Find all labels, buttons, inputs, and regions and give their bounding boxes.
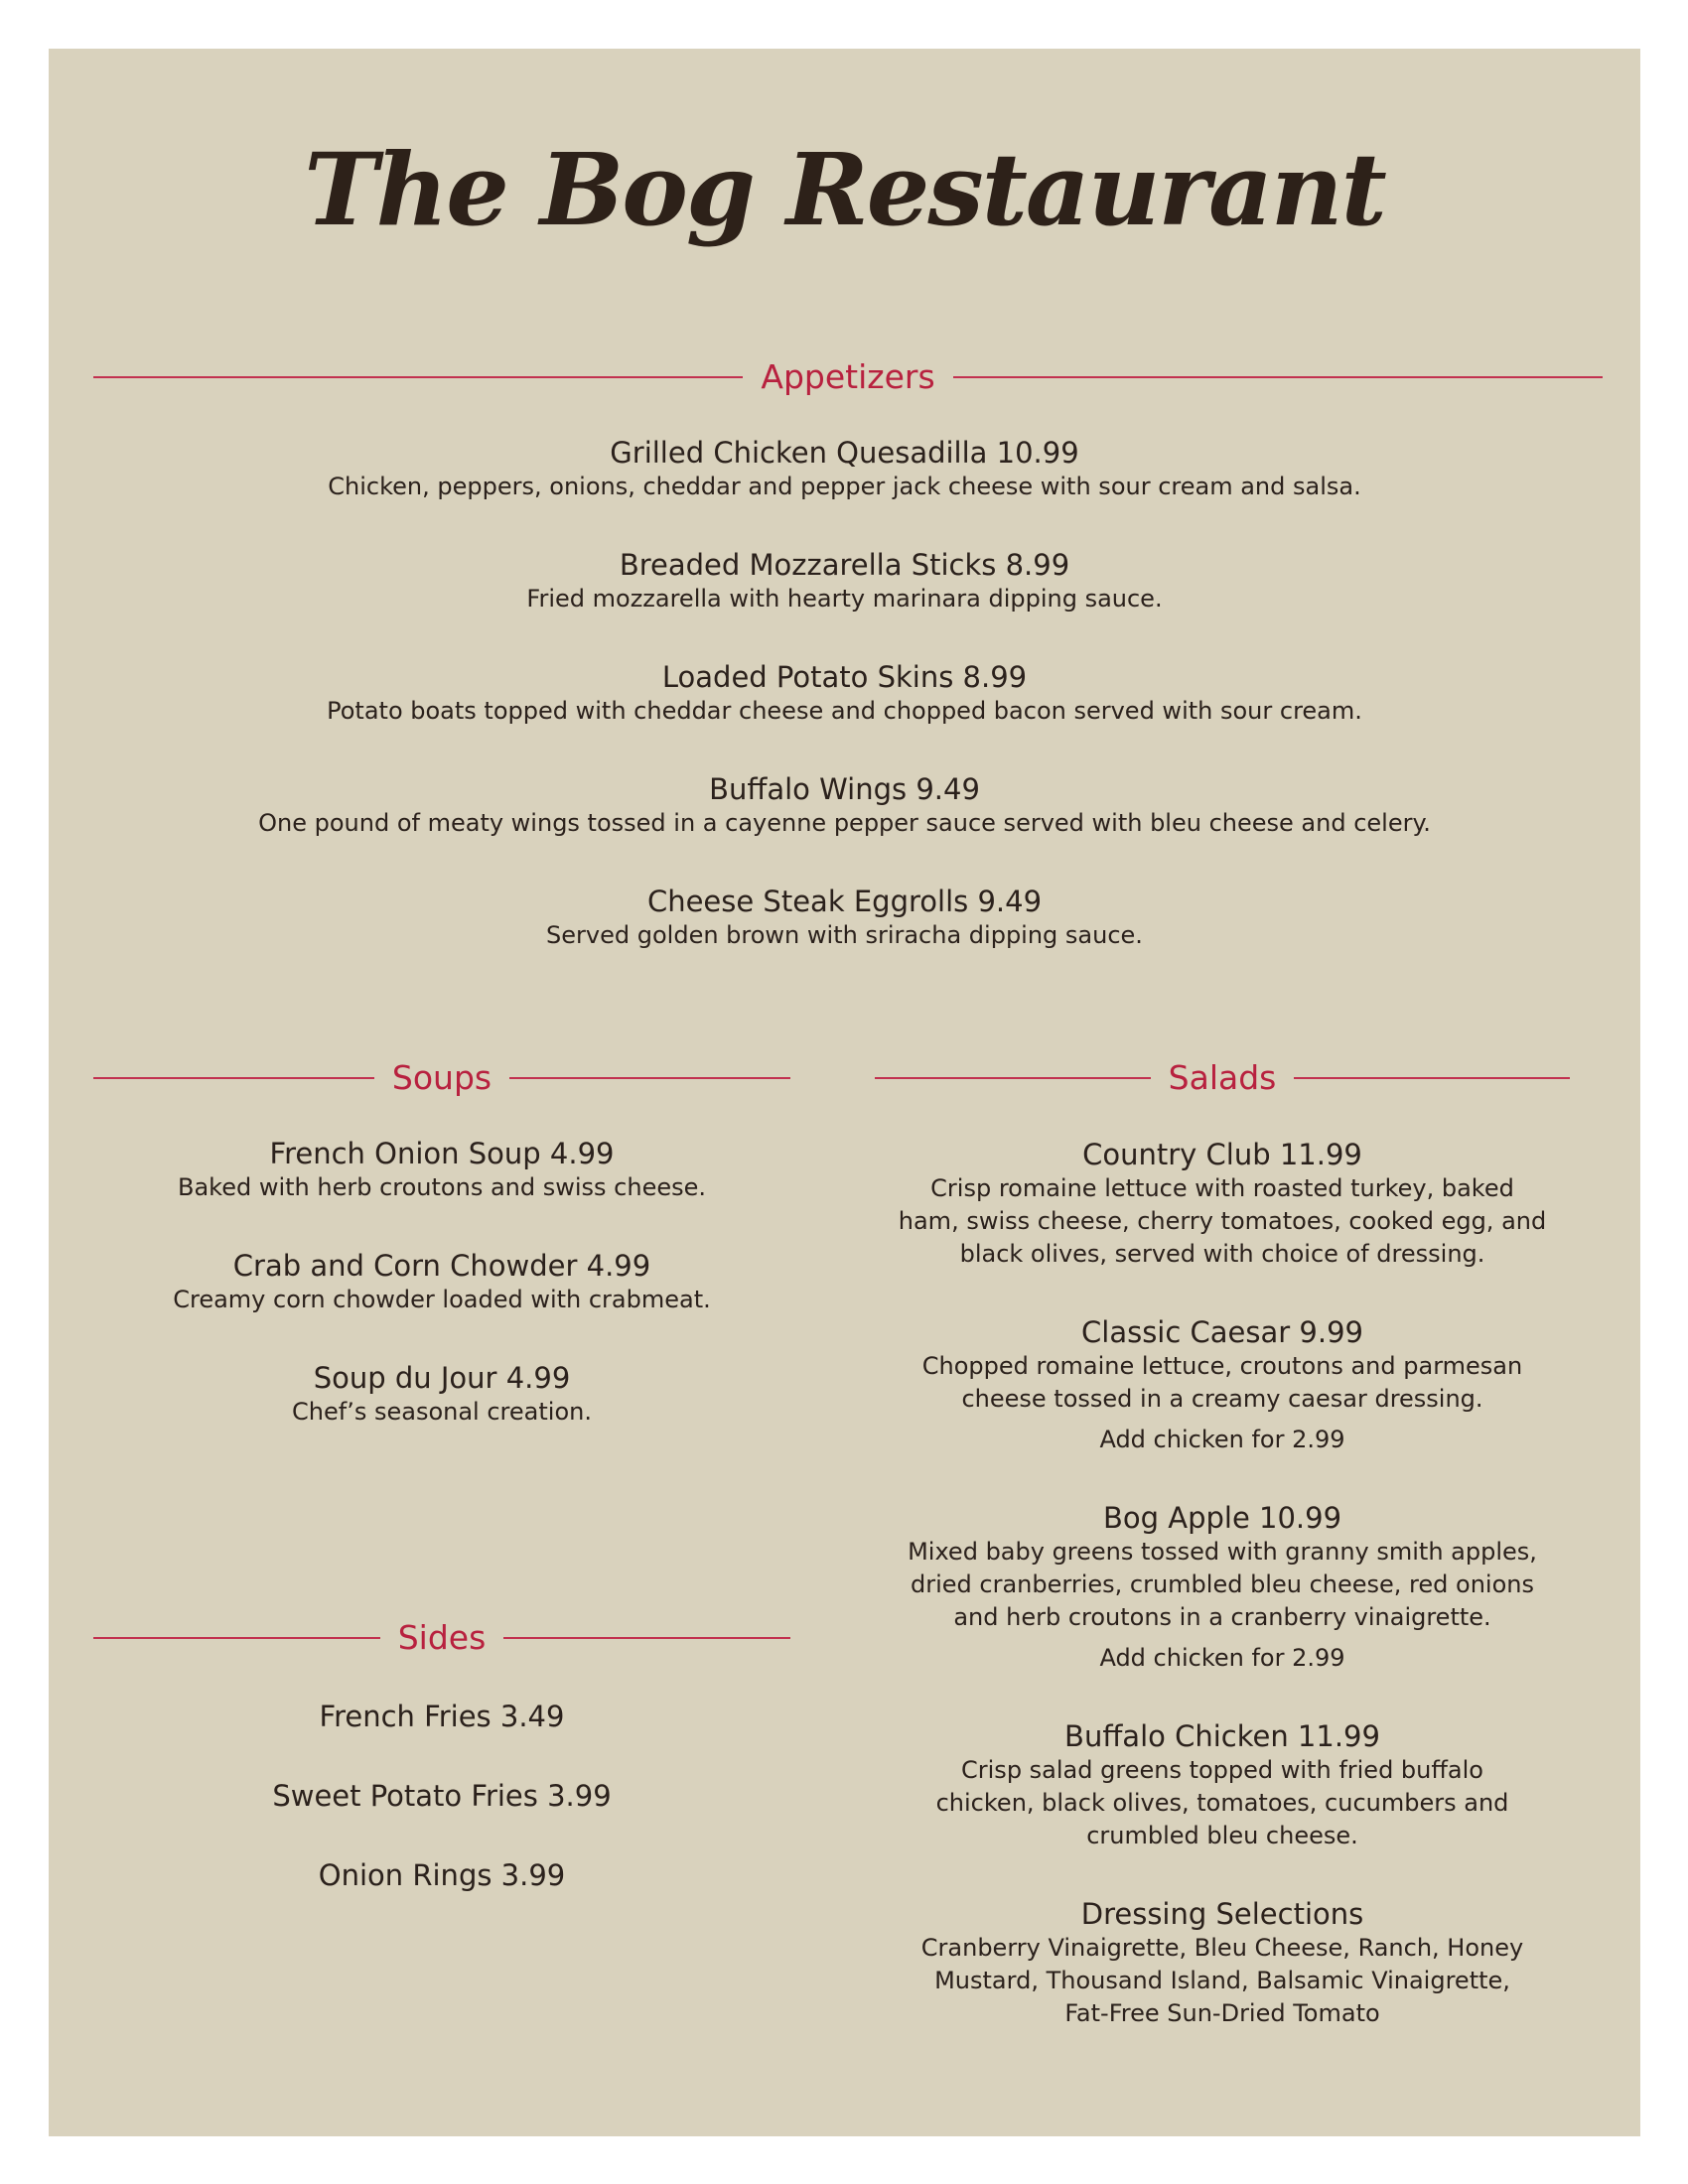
item-name: Classic Caesar 9.99: [1081, 1315, 1363, 1349]
side-item: Onion Rings 3.99: [318, 1858, 566, 1892]
item-addon: Add chicken for 2.99: [1099, 1644, 1345, 1672]
item-description: Potato boats topped with cheddar cheese and chopped bacon served with sour cream.: [327, 697, 1362, 725]
item-description: Chopped romaine lettuce, croutons and parmesan: [921, 1352, 1523, 1380]
divider-line: [875, 1077, 1151, 1079]
divider-line: [93, 1637, 380, 1639]
appetizers-heading: Appetizers: [761, 357, 935, 396]
divider-line: [953, 376, 1603, 378]
item-description: Cranberry Vinaigrette, Bleu Cheese, Ranch, Honey: [920, 1934, 1524, 1962]
item-description: Fried mozzarella with hearty marinara dipping sauce.: [526, 585, 1163, 613]
sides-heading: Sides: [397, 1618, 487, 1657]
item-name: Buffalo Chicken 11.99: [1064, 1719, 1380, 1753]
item-description: black olives, served with choice of dressing.: [959, 1240, 1485, 1268]
item-description: Mustard, Thousand Island, Balsamic Vinaigrette,: [934, 1967, 1510, 1994]
sides-list: [93, 1700, 790, 1893]
item-description: and herb croutons in a cranberry vinaigrette.: [953, 1603, 1491, 1631]
menu-item: [93, 1361, 790, 1429]
menu-item: [49, 660, 1640, 728]
divider-line: [1294, 1077, 1570, 1079]
menu-item: [93, 1249, 790, 1316]
menu-item: [875, 1138, 1570, 1271]
item-description: chicken, black olives, tomatoes, cucumbers and: [935, 1789, 1509, 1817]
divider-line: [93, 376, 743, 378]
menu-item: [875, 1315, 1570, 1456]
divider-line: [509, 1077, 790, 1079]
item-description: One pound of meaty wings tossed in a cayenne pepper sauce served with bleu cheese and celery.: [258, 809, 1431, 837]
item-description: crumbled bleu cheese.: [1086, 1822, 1358, 1849]
item-name: Country Club 11.99: [1082, 1138, 1362, 1171]
restaurant-title: The Bog Restaurant: [304, 131, 1385, 248]
menu-item: [875, 1719, 1570, 1852]
salads-list: [875, 1138, 1570, 2030]
item-description: ham, swiss cheese, cherry tomatoes, cooked egg, and: [898, 1207, 1547, 1235]
menu-page: [49, 49, 1640, 2136]
side-item: French Fries 3.49: [319, 1700, 565, 1733]
item-name: French Onion Soup 4.99: [269, 1137, 615, 1170]
item-name: Buffalo Wings 9.49: [709, 772, 980, 806]
item-name: Bog Apple 10.99: [1102, 1501, 1342, 1535]
divider-line: [93, 1077, 374, 1079]
soups-heading: Soups: [391, 1058, 492, 1097]
item-name: Breaded Mozzarella Sticks 8.99: [619, 548, 1070, 582]
item-description: Creamy corn chowder loaded with crabmeat.: [173, 1286, 711, 1313]
menu-item: [93, 1137, 790, 1204]
item-description: dried cranberries, crumbled bleu cheese, red onions: [911, 1570, 1534, 1598]
item-name: Dressing Selections: [1080, 1897, 1364, 1931]
item-description: Chef’s seasonal creation.: [292, 1398, 592, 1426]
appetizers-list: [49, 436, 1640, 952]
item-addon: Add chicken for 2.99: [1099, 1426, 1345, 1453]
side-item: Sweet Potato Fries 3.99: [272, 1779, 612, 1813]
item-name: Cheese Steak Eggrolls 9.49: [646, 885, 1043, 918]
item-description: Served golden brown with sriracha dipping sauce.: [546, 921, 1143, 949]
salads-header: [875, 1058, 1570, 1097]
item-description: Fat-Free Sun-Dried Tomato: [1064, 1999, 1380, 2027]
item-description: Baked with herb croutons and swiss cheese.: [177, 1173, 707, 1201]
sides-header: [93, 1618, 790, 1657]
menu-item: [49, 548, 1640, 615]
item-name: Soup du Jour 4.99: [313, 1361, 571, 1395]
menu-item: [49, 436, 1640, 503]
item-name: Loaded Potato Skins 8.99: [661, 660, 1028, 694]
divider-line: [503, 1637, 790, 1639]
item-name: Crab and Corn Chowder 4.99: [232, 1249, 651, 1283]
item-description: Crisp romaine lettuce with roasted turkey, baked: [930, 1174, 1514, 1202]
menu-item: [49, 885, 1640, 952]
salads-heading: Salads: [1168, 1058, 1277, 1097]
menu-item: [49, 772, 1640, 840]
soups-list: [93, 1137, 790, 1429]
item-description: cheese tossed in a creamy caesar dressing.: [961, 1385, 1483, 1413]
item-description: Chicken, peppers, onions, cheddar and pepper jack cheese with sour cream and salsa.: [328, 473, 1361, 500]
menu-item: [875, 1501, 1570, 1675]
menu-item: [875, 1897, 1570, 2030]
appetizers-header: [93, 357, 1603, 396]
item-description: Mixed baby greens tossed with granny smith apples,: [908, 1538, 1537, 1566]
soups-header: [93, 1058, 790, 1097]
item-description: Crisp salad greens topped with fried buffalo: [961, 1756, 1483, 1784]
item-name: Grilled Chicken Quesadilla 10.99: [610, 436, 1079, 470]
